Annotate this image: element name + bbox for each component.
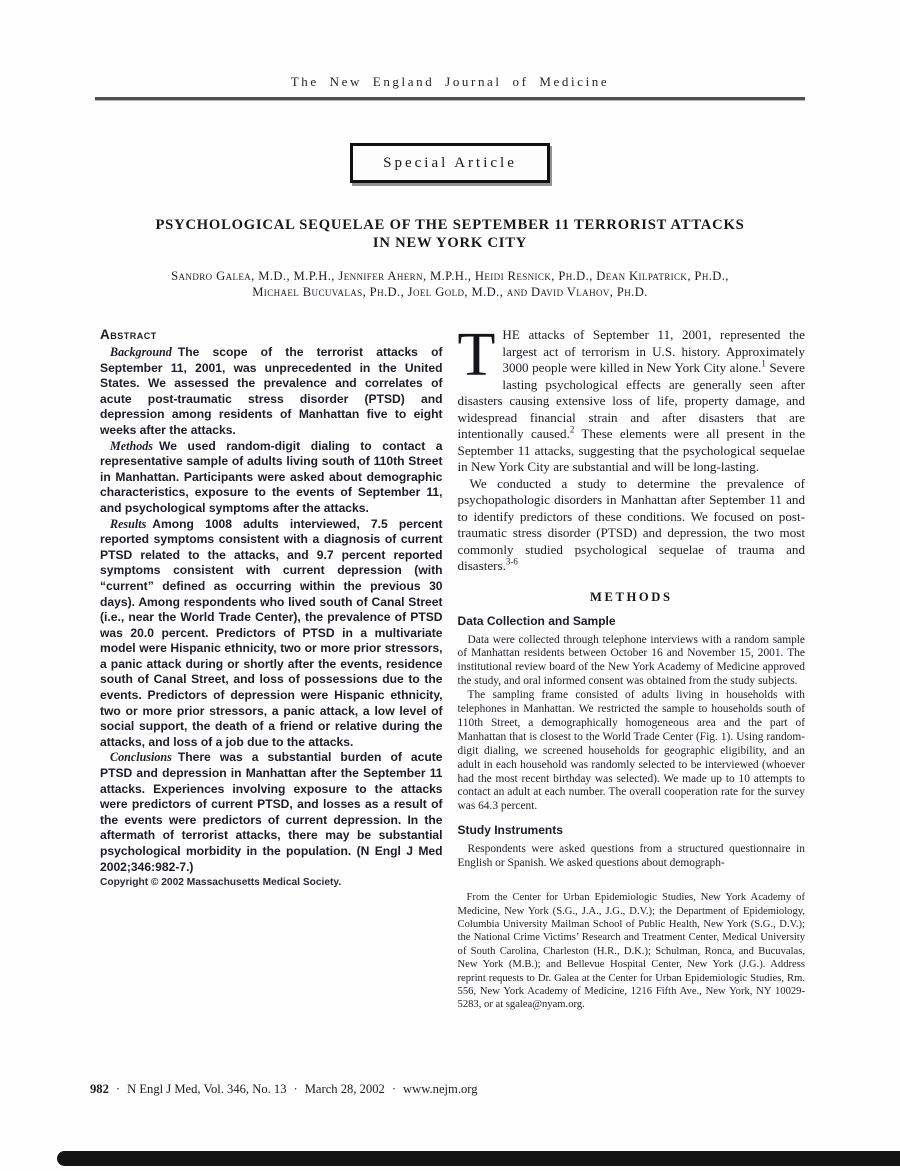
abstract-heading: Abstract (100, 327, 157, 342)
title-line-2: IN NEW YORK CITY (372, 234, 528, 251)
abstract-conclusions (100, 750, 443, 875)
two-column-body (100, 321, 805, 1012)
abstract-background (100, 345, 443, 439)
abstract-conclusions-label: Conclusions (110, 750, 172, 765)
intro-text-3: These elements were all present in the September 11 attacks, suggesting that the psychological sequelae in New York City are substantial and will be long-lasting. (457, 426, 805, 474)
abstract-results (100, 517, 443, 751)
affiliations-footnote: From the Center for Urban Epidemiologic Studies, New York Academy of Medicine, New York (S.G., J.A., J.G., D.V.); the Department of Epidemiology, Columbia University Mailman School of Public Health, New York (S.G., D.V.); the National Crime Victims’ Research and Treatment Center, Medical University of South Carolina, Charleston (H.R., D.K.); Schulman, Ronca, and Bucuvalas, New York (M.B.); and Bellevue Hospital Center, New York (J.G.). Address reprint requests to Dr. Galea at the Center for Urban Epidemiologic Studies, Rm. 556, New York Academy of Medicine, 1216 Fifth Ave., New York, NY 10029-5283, or at sgalea@nyam.org. (457, 892, 805, 1011)
reference-2: 2 (569, 424, 575, 435)
subhead-study-instruments: Study Instruments (457, 823, 563, 838)
abstract-column (100, 327, 443, 889)
subhead-data-collection: Data Collection and Sample (457, 613, 616, 628)
author-list (0, 269, 900, 300)
abstract-background-text: The scope of the terrorist attacks of September 11, 2001, was unprecedented in the United States. We assessed the prevalence and correlates of acute post-traumatic stress disorder (PTSD) and depression among residents of Manhattan five to eight weeks after the attacks. (100, 345, 443, 437)
abstract-methods-text: We used random-digit dialing to contact a representative sample of adults living south of 110th Street in Manhattan. Participants were asked about demographic characteristics, exposure to the events of September 11, and psychological symptoms after the attacks. (100, 438, 443, 515)
reference-1: 1 (761, 358, 766, 369)
intro-text-2: Severe lasting psychological effects are generally seen after disasters causing extensive loss of life, property damage, and widespread financial strain and after disasters that are intentionally caused. (457, 360, 805, 441)
page-footer (90, 1082, 478, 1097)
study-aim-paragraph (458, 476, 805, 575)
intro-text-1: HE attacks of September 11, 2001, represented the largest act of terrorism in U.S. history. Approximately 3000 people were killed in New York City alone. (502, 327, 805, 375)
authors-line-2: Michael Bucuvalas, Ph.D., Joel Gold, M.D., and David Vlahov, Ph.D. (252, 284, 648, 299)
copyright-line: Copyright © 2002 Massachusetts Medical Society. (100, 877, 342, 889)
article-type-label: Special Article (383, 155, 517, 171)
bottom-bar (57, 1151, 900, 1166)
page-number: 982 (90, 1082, 109, 1096)
study-aim-text: We conducted a study to determine the prevalence of psychopathologic disorders in Manhattan after September 11 and to identify predictors of these conditions. We focused on post-traumatic stress disorder (PTSD) and depression, the two most commonly studied psychological sequelae of trauma and disasters. (457, 475, 805, 573)
footer-date: March 28, 2002 (304, 1082, 385, 1096)
article-type-box (350, 143, 550, 183)
data-collection-paragraph-1: Data were collected through telephone interviews with a random sample of Manhattan residents between October 16 and November 15, 2001. The institutional review board of the New York Academy of Medicine approved the study, and oral informed consent was obtained from the study subjects. (457, 633, 805, 688)
page-title (0, 217, 900, 252)
body-column (457, 321, 805, 1012)
data-collection-paragraph-2: The sampling frame consisted of adults living in households with telephones in Manhattan. We restricted the sample to households south of 110th Street, a demographically homogeneous area and the part of Manhattan that is closest to the World Trade Center (Fig. 1). Using random-digit dialing, we screened households for geographic eligibility, and an adult in each household was randomly selected to be interviewed (whoever had the most recent birthday was selected). We made up to 10 attempts to contact an adult at each number. The overall cooperation rate for the survey was 64.3 percent. (457, 689, 805, 813)
footer-url: www.nejm.org (403, 1082, 478, 1096)
authors-line-1: Sandro Galea, M.D., M.P.H., Jennifer Ahern, M.P.H., Heidi Resnick, Ph.D., Dean Kilpatrick, Ph.D., (171, 269, 729, 283)
study-instruments-paragraph: Respondents were asked questions from a structured questionnaire in English or Spanish. We asked questions about demograph- (457, 843, 805, 870)
methods-heading: METHODS (589, 589, 673, 604)
abstract-results-label: Results (110, 516, 147, 531)
footer-separator: · (391, 1082, 397, 1096)
abstract-conclusions-text: There was a substantial burden of acute PTSD and depression in Manhattan after the September 11 attacks. Experiences involving exposure to the attacks were predictors of current PTSD, and losses as a result of the events were predictors of current depression. In the aftermath of terrorist attacks, there may be substantial psychological morbidity in the population. (100, 750, 443, 858)
intro-paragraph (457, 321, 805, 476)
reference-3-6: 3-6 (505, 556, 518, 567)
abstract-methods (100, 439, 443, 517)
abstract-results-text: Among 1008 adults interviewed, 7.5 percent reported symptoms consistent with a diagnosis of current PTSD related to the attacks, and 9.7 percent reported symptoms consistent with current depression (with “current” defined as occurring within the previous 30 days). Among respondents who lived south of Canal Street (i.e., near the World Trade Center), the prevalence of PTSD was 20.0 percent. Predictors of PTSD in a multivariate model were Hispanic ethnicity, two or more prior stressors, a panic attack during or shortly after the events, residence south of Canal Street, and loss of possessions due to the events. Predictors of depression were Hispanic ethnicity, two or more prior stressors, a panic attack, a low level of social support, the death of a friend or relative during the attacks, and loss of a job due to the attacks. (100, 516, 443, 749)
abstract-citation: (N Engl J Med 2002;346:982-7.) (100, 844, 443, 874)
footer-separator: · (293, 1082, 298, 1096)
footer-volume: N Engl J Med, Vol. 346, No. 13 (127, 1082, 287, 1096)
title-line-1: PSYCHOLOGICAL SEQUELAE OF THE SEPTEMBER 11 TERRORIST ATTACKS (155, 217, 745, 233)
journal-name: The New England Journal of Medicine (290, 74, 610, 89)
footer-separator: · (115, 1082, 121, 1096)
abstract-methods-label: Methods (110, 438, 154, 453)
dropcap-letter: T (457, 321, 496, 389)
header-rule (95, 97, 805, 101)
abstract-background-label: Background (110, 345, 172, 359)
